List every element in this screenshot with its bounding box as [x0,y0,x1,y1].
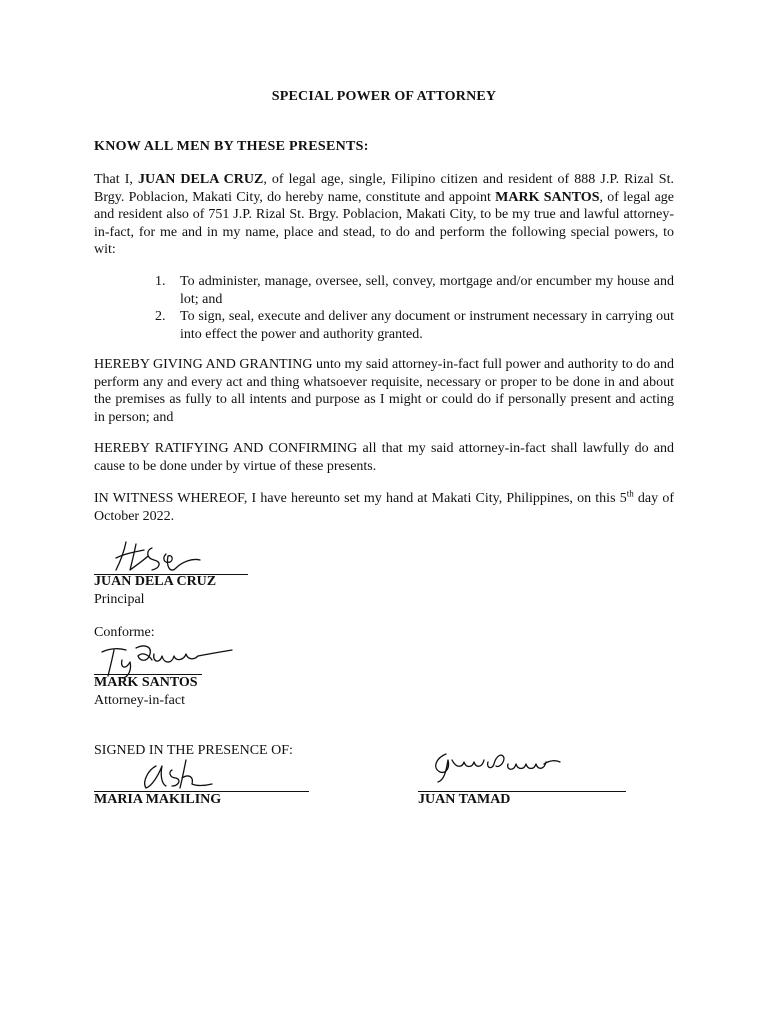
principal-name: JUAN DELA CRUZ [94,574,217,589]
witness2-name: JUAN TAMAD [418,792,511,807]
document-title: SPECIAL POWER OF ATTORNEY [271,89,497,104]
witness-text-1: IN WITNESS WHEREOF, I have hereunto set my hand at Makati City, Philippines, on this 5 [94,491,627,506]
attorney-role: Attorney-in-fact [94,693,185,708]
list-item-text: To sign, seal, execute and deliver any document or instrument necessary in carrying out into effect the power and authority granted. [180,309,674,342]
witness-paragraph [94,490,674,525]
intro-text-1: That I, [94,172,138,187]
conforme-label: Conforme: [94,625,155,640]
list-item-number: 1. [155,274,166,289]
principal-role: Principal [94,592,145,607]
presence-label: SIGNED IN THE PRESENCE OF: [94,743,293,758]
principal-signature [108,536,208,576]
list-item-number: 2. [155,309,166,324]
list-item-text: To administer, manage, oversee, sell, convey, mortgage and/or encumber my house and lot; and [180,274,674,307]
witness1-name: MARIA MAKILING [94,792,222,807]
powers-list [155,273,674,343]
intro-paragraph [94,171,674,259]
witness-date-suffix: th [626,488,634,499]
list-item [155,308,674,343]
principal-name-inline: JUAN DELA CRUZ [138,172,264,187]
witness1-signature [136,756,216,792]
witness2-signature [428,746,564,786]
attorney-name-inline: MARK SANTOS [495,189,600,205]
ratifying-paragraph: HEREBY RATIFYING AND CONFIRMING all that my said attorney-in-fact shall lawfully do and cause to be done under by virtue of these presents. [94,441,674,474]
intro-text-3: , of legal age and resident also of 751 J.P. Rizal St. Brgy. Poblacion, Makati City, to be my true and lawful attorney-in-fact, for me and in my name, place and stead, to do and perform the following special powers, to wit: [94,189,675,257]
attorney-name: MARK SANTOS [94,675,198,690]
list-item [155,273,674,308]
granting-paragraph: HEREBY GIVING AND GRANTING unto my said attorney-in-fact full power and authority to do and perform any and every act and thing whatsoever requisite, necessary or proper to be done in and about the premises as fully to all intents and purpose as I might or could do if personally present and acting in person; and [94,357,674,425]
witness-text-2: day of October 2022. [94,491,674,524]
document-heading: KNOW ALL MEN BY THESE PRESENTS: [94,139,369,154]
intro-text-2: , of legal age, single, Filipino citizen and resident of 888 J.P. Rizal St. Brgy. Poblacion, Makati City, do hereby name, constitute and appoint [94,172,674,205]
